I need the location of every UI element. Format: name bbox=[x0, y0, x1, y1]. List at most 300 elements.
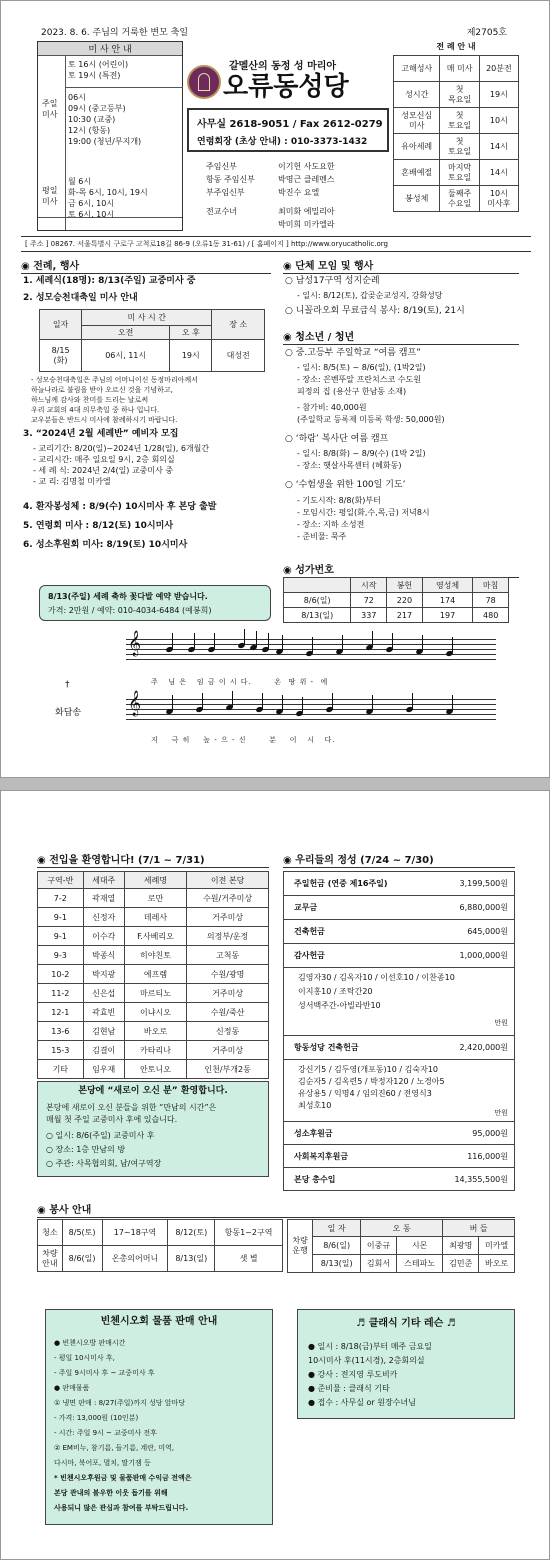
note-stem bbox=[452, 695, 453, 711]
liturgy-when: 첫 토요일 bbox=[440, 134, 479, 160]
offering-row bbox=[284, 872, 514, 896]
vincent-line: 사용되니 많은 관심과 참여를 부탁드립니다. bbox=[54, 1504, 189, 1512]
liturgy-row bbox=[394, 186, 519, 212]
phone-fax: 사무실 2618-9051 / Fax 2612-0279 bbox=[197, 119, 383, 130]
driving-cell: 바오로 bbox=[479, 1255, 515, 1273]
exam-prayer-title: ○ ‘수험생을 위한 100일 기도’ bbox=[285, 480, 406, 490]
driving-cell: 8/13(일) bbox=[313, 1255, 361, 1273]
staff-name: 박명근 클레멘스 bbox=[278, 175, 335, 184]
liturgy-time: 19시 bbox=[479, 82, 518, 108]
newcomer-title: 본당에 “새로이 오신 분” 환영합니다. bbox=[78, 1086, 228, 1096]
driving-cell: 이중규 bbox=[361, 1237, 397, 1255]
offering-amount: 645,000원 bbox=[467, 927, 508, 936]
mass-info-title: 미 사 안 내 bbox=[38, 42, 182, 56]
liturgy-time: 20분전 bbox=[479, 56, 518, 82]
driving-row bbox=[288, 1255, 515, 1273]
offering-label: 감사헌금 bbox=[294, 951, 325, 960]
vincent-sale-box bbox=[45, 1309, 273, 1525]
household-head: 신정자 bbox=[83, 908, 124, 927]
section-welcome: ◉ 전입을 환영합니다! (7/1 ~ 7/31) bbox=[37, 851, 269, 868]
hymn-row bbox=[284, 608, 509, 623]
vincent-line: ② EM비누, 참기름, 들기름, 계란, 미역, bbox=[54, 1444, 175, 1452]
welcome-row bbox=[38, 889, 269, 908]
section-title: 전입을 환영합니다! (7/1 ~ 7/31) bbox=[49, 855, 205, 866]
funeral-contact: 연령회장 (초상 안내) : 010-3373-1432 bbox=[197, 137, 368, 147]
service-car-row bbox=[38, 1246, 283, 1272]
baptism-name: 에프렘 bbox=[124, 965, 186, 984]
bulletin-page-2 bbox=[0, 790, 550, 1560]
staff-role: 항동 주임신부 bbox=[206, 175, 255, 184]
section-hymns: ◉ 성가번호 bbox=[283, 561, 519, 578]
hymn-col-header bbox=[284, 578, 351, 593]
section-offerings: ◉ 우리들의 정성 (7/24 ~ 7/30) bbox=[283, 851, 515, 868]
detail-line: - 기도시작: 8/8(화)부터 bbox=[297, 496, 381, 505]
col-place: 장 소 bbox=[212, 310, 265, 340]
household-head: 신은섭 bbox=[83, 984, 124, 1003]
offering-amount: 1,000,000원 bbox=[459, 951, 508, 960]
item-catechumen: 3. “2024년 2월 세례반” 예비자 모집 bbox=[23, 429, 179, 439]
liturgy-row bbox=[394, 82, 519, 108]
staff-name: 박진수 요엘 bbox=[278, 188, 320, 197]
previous-parish: 고척동 bbox=[187, 946, 269, 965]
driving-cell: 8/6(일) bbox=[313, 1237, 361, 1255]
note-stem bbox=[412, 693, 413, 709]
item-assumption: 2. 성모승천대축일 미사 안내 bbox=[23, 293, 138, 303]
welcome-row bbox=[38, 1060, 269, 1079]
newcomer-box bbox=[37, 1081, 269, 1177]
driving-cell: 스테파노 bbox=[396, 1255, 442, 1273]
detail-line: - 장소: 햇살사목센터 (혜화동) bbox=[297, 461, 402, 470]
note-line: 하느님께 감사와 찬미를 드리는 날로써 bbox=[31, 396, 149, 404]
offering-amount: 116,000원 bbox=[467, 1152, 508, 1161]
psalm-response-label: 화답송 bbox=[55, 708, 82, 718]
hymn-number: 337 bbox=[351, 608, 387, 623]
previous-parish: 거주미상 bbox=[187, 1041, 269, 1060]
sunday-mass: 19:00 (청년/무지개) bbox=[68, 137, 142, 146]
staff-role: 부주임신부 bbox=[206, 188, 245, 197]
donor-line: 유상용5 / 익명4 / 임의진60 / 전영식3 bbox=[298, 1089, 432, 1098]
baptism-name: 데레사 bbox=[124, 908, 186, 927]
sunday-mass-list bbox=[68, 92, 141, 147]
weekday-mass-box bbox=[37, 173, 183, 231]
baptism-name: 이냐시오 bbox=[124, 1003, 186, 1022]
welcome-row bbox=[38, 984, 269, 1003]
pilgrimage-title: ○ 남성17구역 성지순례 bbox=[285, 276, 380, 286]
liturgy-type: 봉성체 bbox=[394, 186, 440, 212]
flower-line-1: 8/13(주일) 세례 축하 꽃다발 예약 받습니다. bbox=[48, 592, 208, 601]
pilgrimage-text: 남성17구역 성지순례 bbox=[295, 276, 380, 286]
free-meal-title: ○ 니꼴라오회 무료급식 봉사: 8/19(토), 21시 bbox=[285, 306, 465, 316]
district: 9-3 bbox=[38, 946, 84, 965]
district: 9-1 bbox=[38, 927, 84, 946]
note-stem bbox=[452, 637, 453, 653]
note-stem bbox=[282, 635, 283, 651]
flower-reservation-box bbox=[39, 585, 271, 621]
liturgy-time: 14시 bbox=[479, 134, 518, 160]
offering-row bbox=[284, 1036, 514, 1060]
music-staff-2 bbox=[126, 691, 496, 719]
household-head: 박지광 bbox=[83, 965, 124, 984]
section-title: 우리들의 정성 (7/24 ~ 7/30) bbox=[295, 855, 434, 866]
note-stem bbox=[172, 695, 173, 711]
donor-line: 김순자5 / 김옥련5 / 박정자120 / 노경아5 bbox=[298, 1077, 445, 1086]
liturgy-type: 성모신심 미사 bbox=[394, 108, 440, 134]
baptism-name: 마르티노 bbox=[124, 984, 186, 1003]
driving-col-header: 일 자 bbox=[313, 1220, 361, 1237]
liturgy-type: 유아세례 bbox=[394, 134, 440, 160]
offering-label: 항동성당 건축헌금 bbox=[294, 1043, 359, 1052]
treble-clef-icon: 𝄞 bbox=[128, 691, 142, 716]
previous-parish: 거주미상 bbox=[187, 984, 269, 1003]
service-cell: 8/13(일) bbox=[168, 1246, 215, 1272]
hymn-col-header: 봉헌 bbox=[387, 578, 423, 593]
detail-line: - 교 리: 김명철 미카엘 bbox=[33, 477, 111, 486]
note-stem bbox=[256, 631, 257, 647]
vincent-line: 본당 관내의 불우한 이웃 돕기를 위해 bbox=[54, 1489, 168, 1497]
district: 12-1 bbox=[38, 1003, 84, 1022]
staff-name: 이기헌 사도요한 bbox=[278, 162, 335, 171]
previous-parish: 수원/죽산 bbox=[187, 1003, 269, 1022]
newcomer-item: ○ 장소: 1층 만남의 방 bbox=[46, 1145, 126, 1154]
previous-parish: 의정부/운정 bbox=[187, 927, 269, 946]
date-line: 2023. 8. 6. 주님의 거룩한 변모 축일 bbox=[41, 28, 189, 38]
offering-label: 성소후원금 bbox=[294, 1129, 333, 1138]
detail-line: (주일학교 등록제 미등록 학생: 50,000원) bbox=[297, 415, 445, 424]
offering-row bbox=[284, 944, 514, 968]
offering-row bbox=[284, 896, 514, 920]
hymn-header-row bbox=[284, 578, 509, 593]
col-date: 일자 bbox=[40, 310, 82, 340]
staff-role: 전교수녀 bbox=[206, 207, 237, 216]
liturgy-time: 10시 미사후 bbox=[479, 186, 518, 212]
guitar-line: ● 준비물 : 클래식 기타 bbox=[308, 1384, 390, 1393]
unit-label: 만원 bbox=[494, 1109, 508, 1117]
district: 11-2 bbox=[38, 984, 84, 1003]
baptism-name: 로만 bbox=[124, 889, 186, 908]
detail-line: - 일시: 8/8(화) ~ 8/9(수) (1박 2일) bbox=[297, 449, 426, 458]
offerings-table bbox=[283, 871, 515, 1191]
guitar-line: ● 접수 : 사무실 or 원장수녀님 bbox=[308, 1398, 416, 1407]
service-table bbox=[37, 1219, 283, 1272]
vincent-line: ● 판매물품 bbox=[54, 1384, 90, 1392]
driving-cell: 김회서 bbox=[361, 1255, 397, 1273]
offering-amount: 14,355,500원 bbox=[454, 1175, 508, 1184]
hymn-number: 220 bbox=[387, 593, 423, 608]
welcome-row bbox=[38, 1022, 269, 1041]
guitar-line: ● 강사 : 전지영 루도비카 bbox=[308, 1370, 398, 1379]
section-title: 전례, 행사 bbox=[33, 261, 80, 272]
note-stem bbox=[194, 633, 195, 649]
newcomer-item-text: 장소: 1층 만남의 방 bbox=[55, 1145, 126, 1154]
newcomer-desc: 본당에 새로이 오신 분들을 위한 “만남의 시간”은 bbox=[46, 1103, 217, 1112]
section-youth: ◉ 청소년 / 청년 bbox=[283, 328, 519, 345]
driving-cell: 미카엘 bbox=[479, 1237, 515, 1255]
household-head: 곽재열 bbox=[83, 889, 124, 908]
chant-lyrics-2: 지 극 히 높 - 으 - 신 분 이 시 다. bbox=[151, 736, 336, 744]
liturgy-info bbox=[393, 41, 519, 212]
cross-icon: † bbox=[65, 680, 70, 690]
liturgy-when: 첫 토요일 bbox=[440, 108, 479, 134]
camp-title: ○ 중.고등부 주일학교 “여름 캠프” bbox=[285, 348, 421, 358]
weekday-mass: 월 6시 bbox=[68, 177, 92, 186]
liturgy-row bbox=[394, 108, 519, 134]
section-title: 단체 모임 및 행사 bbox=[295, 261, 374, 272]
assumption-mass-table bbox=[39, 309, 265, 372]
liturgy-table bbox=[393, 55, 519, 212]
newcomer-item: ○ 일시: 8/6(주일) 교중미사 후 bbox=[46, 1131, 155, 1140]
previous-parish: 수원/광명 bbox=[187, 965, 269, 984]
note-stem bbox=[312, 637, 313, 653]
note-stem bbox=[244, 629, 245, 645]
liturgy-when: 마지막 토요일 bbox=[440, 160, 479, 186]
driving-col-header: 오 동 bbox=[361, 1220, 443, 1237]
assumption-pm: 19시 bbox=[170, 340, 212, 372]
offering-row bbox=[284, 920, 514, 944]
vincent-line: - 평일 10시미사 후, bbox=[54, 1354, 115, 1362]
newcomer-item: ○ 주관: 사목협의회, 남/여구역장 bbox=[46, 1159, 162, 1168]
section-service: ◉ 봉사 안내 bbox=[37, 1201, 515, 1218]
liturgy-type: 혼배예절 bbox=[394, 160, 440, 186]
liturgy-when: 첫 목요일 bbox=[440, 82, 479, 108]
service-cell: 17~18구역 bbox=[102, 1220, 168, 1246]
contact-box bbox=[187, 108, 389, 152]
baptism-name: 히야친토 bbox=[124, 946, 186, 965]
service-cell: 차량 안내 bbox=[38, 1246, 63, 1272]
vincent-line: - 시간: 주일 9시 ~ 교중미사 전후 bbox=[54, 1429, 157, 1437]
household-head: 이수각 bbox=[83, 927, 124, 946]
liturgy-info-title: 전 례 안 내 bbox=[436, 42, 476, 51]
col-pm: 오 후 bbox=[170, 326, 212, 340]
previous-parish: 거주미상 bbox=[187, 908, 269, 927]
note-stem bbox=[262, 693, 263, 709]
psalm-chant bbox=[41, 631, 511, 761]
note-line: 하늘나라로 불림을 받아 오르신 것을 기념하고, bbox=[31, 386, 173, 394]
district: 7-2 bbox=[38, 889, 84, 908]
guitar-title: ♬ 클래식 기타 레슨 ♬ bbox=[356, 1318, 456, 1329]
offering-row bbox=[284, 1145, 514, 1168]
weekday-mass: 금 6시, 10시 bbox=[68, 199, 115, 208]
section-title: 봉사 안내 bbox=[49, 1205, 92, 1216]
welcome-col-header: 세례명 bbox=[124, 872, 186, 889]
staff-role: 주임신부 bbox=[206, 162, 237, 171]
detail-line: - 장소: 꼰벤뚜알 프란치스코 수도원 bbox=[297, 375, 421, 384]
sunday-mass: 12시 (항동) bbox=[68, 126, 111, 135]
household-head: 박종식 bbox=[83, 946, 124, 965]
donor-line: 최성호10 bbox=[298, 1101, 332, 1110]
note-stem bbox=[372, 695, 373, 711]
driving-cell: 최광명 bbox=[443, 1237, 479, 1255]
item-sick-communion: 4. 환자봉성체 : 8/9(수) 10시미사 후 본당 출발 bbox=[23, 502, 217, 512]
liturgy-row bbox=[394, 56, 519, 82]
welcome-col-header: 구역-반 bbox=[38, 872, 84, 889]
staff-name: 최미화 에밀리아 bbox=[278, 207, 335, 216]
detail-line: - 참가비: 40,000원 bbox=[297, 403, 367, 412]
vincent-line: - 가격: 13,000원 (10인분) bbox=[54, 1414, 139, 1422]
service-cell: 8/12(토) bbox=[168, 1220, 215, 1246]
household-head: 김현남 bbox=[83, 1022, 124, 1041]
hymn-number: 217 bbox=[387, 608, 423, 623]
note-stem bbox=[268, 633, 269, 649]
bulletin-page-1 bbox=[0, 0, 550, 778]
baptism-name: 바오로 bbox=[124, 1022, 186, 1041]
note-stem bbox=[422, 635, 423, 651]
vincent-line: * 빈첸시오후원금 및 물품판매 수익금 전액은 bbox=[54, 1474, 192, 1482]
exam-prayer-text: ‘수험생을 위한 100일 기도’ bbox=[295, 480, 406, 490]
hymn-number: 174 bbox=[422, 593, 473, 608]
donor-line: 이지홍10 / 조탁간20 bbox=[298, 987, 373, 996]
offering-label: 주일헌금 (연중 제16주일) bbox=[294, 879, 388, 888]
assumption-am: 06시, 11시 bbox=[82, 340, 170, 372]
saturday-mass-list bbox=[68, 59, 128, 81]
camp-title-text: 중.고등부 주일학교 “여름 캠프” bbox=[295, 348, 421, 358]
driving-row bbox=[288, 1237, 515, 1255]
service-cell: 샛 별 bbox=[215, 1246, 283, 1272]
staff-name: 박미희 미카엘라 bbox=[278, 220, 335, 229]
note-stem bbox=[214, 633, 215, 649]
driving-cell: 김민준 bbox=[443, 1255, 479, 1273]
driving-label: 차량 운행 bbox=[288, 1220, 313, 1273]
weekday-mass: 화-목 6시, 10시, 19시 bbox=[68, 188, 148, 197]
welcome-row bbox=[38, 908, 269, 927]
seal-emblem-icon bbox=[198, 73, 210, 91]
driving-cell: 시몬 bbox=[396, 1237, 442, 1255]
weekday-mass-label: 평일 미사 bbox=[42, 186, 58, 206]
offering-label: 건축헌금 bbox=[294, 927, 325, 936]
newcomer-item-text: 주관: 사목협의회, 남/여구역장 bbox=[55, 1159, 162, 1168]
service-cleaning-row bbox=[38, 1220, 283, 1246]
welcome-table bbox=[37, 871, 269, 1079]
hymn-row bbox=[284, 593, 509, 608]
detail-line: - 일시: 8/5(토) ~ 8/6(일), (1박2일) bbox=[297, 363, 426, 372]
welcome-row bbox=[38, 1003, 269, 1022]
hangdong-names-cell bbox=[284, 1060, 514, 1122]
exam-prayer-details bbox=[297, 495, 430, 543]
catechumen-details bbox=[33, 443, 209, 487]
vincent-line: ① 냉면 판매 : 8/27(주일)까지 성당 앞마당 bbox=[54, 1399, 186, 1407]
district: 13-6 bbox=[38, 1022, 84, 1041]
welcome-row bbox=[38, 965, 269, 984]
service-cell: 온총의어머니 bbox=[102, 1246, 168, 1272]
newcomer-desc: 매월 첫 주일 교중미사 후에 있습니다. bbox=[46, 1115, 178, 1124]
hymn-number: 197 bbox=[422, 608, 473, 623]
col-am: 오전 bbox=[82, 326, 170, 340]
driving-col-header: 버 들 bbox=[443, 1220, 515, 1237]
detail-line: - 교리기간: 8/20(일)~2024년 1/28(일), 6개월간 bbox=[33, 444, 210, 453]
note-stem bbox=[392, 633, 393, 649]
hymn-col-header: 영성체 bbox=[422, 578, 473, 593]
liturgy-when: 둘째주 수요일 bbox=[440, 186, 479, 212]
item-baptism: 1. 세례식(18명): 8/13(주일) 교중미사 중 bbox=[23, 276, 196, 286]
district: 기타 bbox=[38, 1060, 84, 1079]
vincent-line: - 주일 9시미사 후 ~ 교중미사 후 bbox=[54, 1369, 155, 1377]
item-vocation-mass: 6. 성소후원회 미사: 8/19(토) 10시미사 bbox=[23, 540, 188, 550]
altar-camp-details bbox=[297, 448, 426, 472]
detail-line: - 세 례 식: 2024년 2/4(일) 교중미사 중 bbox=[33, 466, 174, 475]
col-mass-times: 미 사 시 간 bbox=[82, 310, 212, 326]
parish-seal-logo bbox=[187, 65, 221, 99]
offering-label: 교무금 bbox=[294, 903, 318, 912]
section-liturgy-events: ◉ 전례, 행사 bbox=[21, 257, 271, 274]
hymn-date: 8/13(일) bbox=[284, 608, 351, 623]
parish-name: 오류동성당 bbox=[223, 72, 349, 102]
liturgy-type: 성시간 bbox=[394, 82, 440, 108]
detail-line: - 준비물: 묵주 bbox=[297, 532, 347, 541]
address-bar: [ 주소 ] 08267. 서울특별시 구로구 고척로18길 86-9 (오류1동 31-61) / [ 홈페이지 ] http://www.oryucatholic.org bbox=[21, 236, 531, 252]
free-meal-text: 니꼴라오회 무료급식 봉사: 8/19(토), 21시 bbox=[295, 306, 465, 316]
offering-amount: 2,420,000원 bbox=[459, 1043, 508, 1052]
note-stem bbox=[342, 635, 343, 651]
note-stem bbox=[302, 697, 303, 713]
assumption-date: 8/15 (화) bbox=[40, 340, 82, 372]
baptism-name: 안토니오 bbox=[124, 1060, 186, 1079]
note-line: 교우분들은 반드시 미사에 참례하시기 바랍니다. bbox=[31, 416, 178, 424]
hymn-number: 72 bbox=[351, 593, 387, 608]
liturgy-type: 고해성사 bbox=[394, 56, 440, 82]
saturday-mass: 토 16시 (어린이) bbox=[68, 60, 129, 69]
offering-amount: 6,880,000원 bbox=[459, 903, 508, 912]
offering-label: 사회복지후원금 bbox=[294, 1152, 349, 1161]
vincent-line: 다시마, 북어포, 멸치, 딸기잼 등 bbox=[54, 1459, 151, 1467]
treble-clef-icon: 𝄞 bbox=[128, 631, 142, 656]
guitar-line: 10시미사 후(11시경), 2층회의실 bbox=[308, 1356, 425, 1365]
note-stem bbox=[332, 693, 333, 709]
pilgrimage-detail: - 일시: 8/12(토), 갑곶순교성지, 강화성당 bbox=[297, 291, 443, 300]
liturgy-time: 14시 bbox=[479, 160, 518, 186]
district: 9-1 bbox=[38, 908, 84, 927]
note-line: - 성모승천대축일은 주님의 어머니이신 동정마리아께서 bbox=[31, 376, 198, 384]
section-group-events: ◉ 단체 모임 및 행사 bbox=[283, 257, 519, 274]
driving-table bbox=[287, 1219, 515, 1273]
previous-parish: 신정동 bbox=[187, 1022, 269, 1041]
liturgy-time: 10시 bbox=[479, 108, 518, 134]
welcome-col-header: 세대주 bbox=[83, 872, 124, 889]
liturgy-row bbox=[394, 134, 519, 160]
altar-camp-title: ○ ‘하람’ 복사단 여름 캠프 bbox=[285, 434, 389, 444]
previous-parish: 인천/부개2동 bbox=[187, 1060, 269, 1079]
saturday-mass: 토 19시 (특전) bbox=[68, 71, 121, 80]
hymn-number: 78 bbox=[473, 593, 509, 608]
household-head: 곽효빈 bbox=[83, 1003, 124, 1022]
district: 15-3 bbox=[38, 1041, 84, 1060]
hymn-date: 8/6(일) bbox=[284, 593, 351, 608]
sunday-mass-label: 주일 미사 bbox=[42, 99, 58, 119]
donor-line: 김영자30 / 김옥자10 / 이선호10 / 이찬종10 bbox=[298, 973, 455, 982]
note-stem bbox=[202, 693, 203, 709]
district: 10-2 bbox=[38, 965, 84, 984]
welcome-col-header: 이전 본당 bbox=[187, 872, 269, 889]
sunday-mass: 09시 (중고등부) bbox=[68, 104, 126, 113]
household-head: 임우재 bbox=[83, 1060, 124, 1079]
guitar-lesson-box bbox=[297, 1309, 515, 1419]
note-stem bbox=[172, 633, 173, 649]
service-cell: 8/5(토) bbox=[62, 1220, 102, 1246]
section-title: 성가번호 bbox=[295, 565, 334, 576]
detail-line: - 모임시간: 평일(화,수,목,금) 저녁8시 bbox=[297, 508, 430, 517]
music-staff-1 bbox=[126, 631, 496, 659]
offering-row bbox=[284, 1122, 514, 1145]
weekday-mass-list bbox=[68, 176, 148, 220]
previous-parish: 수원/거주미상 bbox=[187, 889, 269, 908]
note-stem bbox=[232, 691, 233, 707]
note-line: 우리 교회의 4대 의무축일 중 하나 입니다. bbox=[31, 406, 160, 414]
issue-number: 제2705호 bbox=[466, 28, 507, 38]
offering-amount: 3,199,500원 bbox=[459, 879, 508, 888]
liturgy-when: 매 미사 bbox=[440, 56, 479, 82]
staff-list bbox=[206, 161, 335, 230]
camp-details bbox=[297, 362, 445, 426]
donor-line: 성서백주간-아빌라반10 bbox=[298, 1001, 381, 1010]
driving-header-row bbox=[288, 1220, 515, 1237]
